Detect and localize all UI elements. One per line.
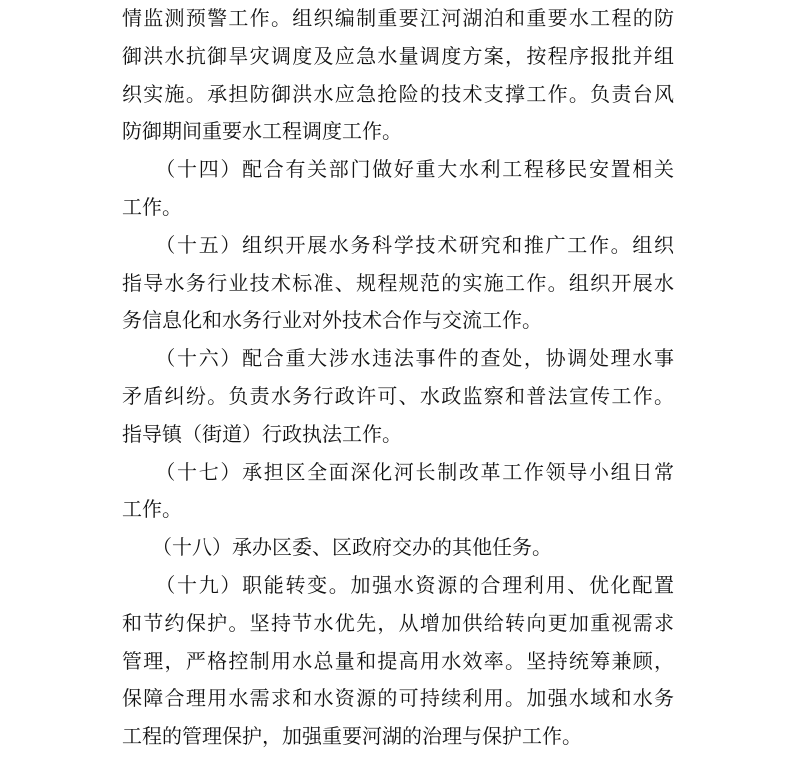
text-line-12: 指导镇（街道）行政执法工作。 [122,421,402,446]
text-line-2: 御洪水抗御旱灾调度及应急水量调度方案，按程序报批并组 [122,43,674,68]
text-line-16: （十九）职能转变。加强水资源的合理利用、优化配置 [122,572,674,597]
text-line-7: （十五）组织开展水务科学技术研究和推广工作。组织 [122,232,674,257]
text-line-3: 织实施。承担防御洪水应急抢险的技术支撑工作。负责台风 [122,81,674,106]
text-line-13: （十七）承担区全面深化河长制改革工作领导小组日常 [122,459,674,484]
text-line-10: （十六）配合重大涉水违法事件的查处，协调处理水事 [122,346,674,371]
text-line-4: 防御期间重要水工程调度工作。 [122,119,402,144]
text-line-5: （十四）配合有关部门做好重大水利工程移民安置相关 [122,157,674,182]
text-line-17: 和节约保护。坚持节水优先，从增加供给转向更加重视需求 [122,610,674,635]
document-page [122,0,674,756]
text-line-19: 保障合理用水需求和水资源的可持续利用。加强水域和水务 [122,686,674,711]
text-line-14: 工作。 [122,497,182,522]
text-line-11: 矛盾纠纷。负责水务行政许可、水政监察和普法宣传工作。 [122,383,674,408]
text-line-20: 工程的管理保护，加强重要河湖的治理与保护工作。 [122,724,582,749]
text-line-9: 务信息化和水务行业对外技术合作与交流工作。 [122,308,542,333]
text-line-15: （十八）承办区委、区政府交办的其他任务。 [122,535,552,560]
text-line-1: 情监测预警工作。组织编制重要江河湖泊和重要水工程的防 [122,6,674,30]
text-line-8: 指导水务行业技术标准、规程规范的实施工作。组织开展水 [122,270,674,295]
text-line-6: 工作。 [122,194,182,219]
text-line-18: 管理，严格控制用水总量和提高用水效率。坚持统筹兼顾， [122,648,674,673]
